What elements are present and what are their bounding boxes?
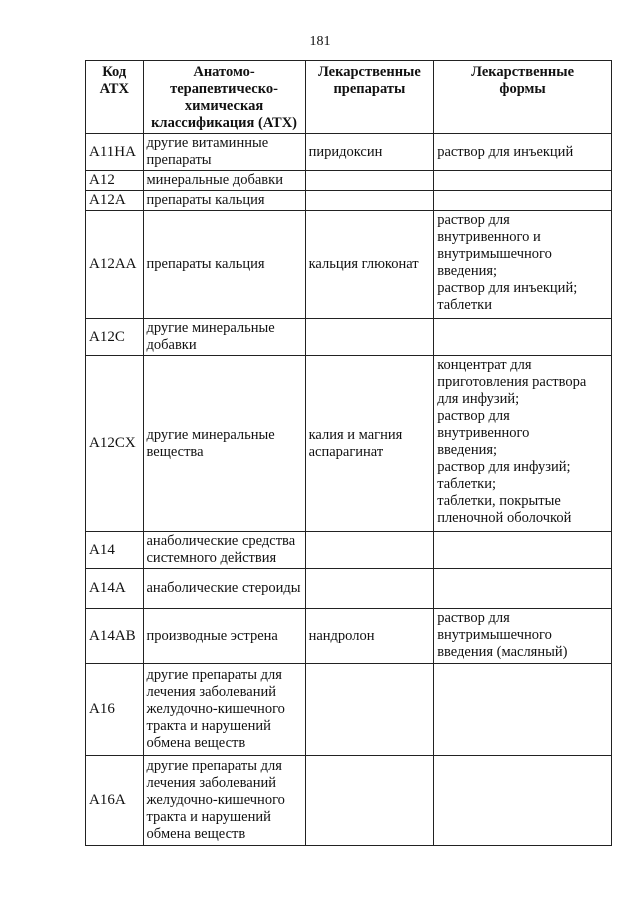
classification-cell: препараты кальция — [143, 211, 305, 319]
dosage-form-cell — [434, 191, 612, 211]
table-row — [86, 171, 612, 191]
dosage-form-cell — [434, 569, 612, 609]
dosage-form-cell: раствор для внутривенного и внутримышечного введения; раствор для инъекций; таблетки — [434, 211, 612, 319]
page-number: 181 — [309, 34, 331, 49]
atc-drug-table — [85, 60, 612, 846]
classification-cell: другие витаминные препараты — [143, 134, 305, 171]
drug-cell — [305, 756, 434, 846]
table-row — [86, 532, 612, 569]
dosage-form-cell: раствор для внутримышечного введения (масляный) — [434, 609, 612, 664]
header-atc-code: Код АТХ — [86, 61, 144, 134]
atc-code-cell: A14A — [86, 569, 144, 609]
drug-cell — [305, 569, 434, 609]
table-row — [86, 134, 612, 171]
drug-cell — [305, 191, 434, 211]
atc-code-cell: A12 — [86, 171, 144, 191]
table-row — [86, 191, 612, 211]
dosage-form-cell — [434, 171, 612, 191]
atc-code-cell: A12A — [86, 191, 144, 211]
atc-code-cell: A16A — [86, 756, 144, 846]
table-header-row — [86, 61, 612, 134]
table-row — [86, 664, 612, 756]
table-row — [86, 569, 612, 609]
classification-cell: анаболические средства системного действия — [143, 532, 305, 569]
header-dosage-forms: Лекарственные формы — [434, 61, 612, 134]
classification-cell: другие препараты для лечения заболеваний желудочно-кишечного тракта и нарушений обмена веществ — [143, 756, 305, 846]
header-atc-classification: Анатомо- терапевтическо- химическая классификация (АТХ) — [143, 61, 305, 134]
drug-cell: нандролон — [305, 609, 434, 664]
drug-cell: пиридоксин — [305, 134, 434, 171]
classification-cell: препараты кальция — [143, 191, 305, 211]
classification-cell: минеральные добавки — [143, 171, 305, 191]
atc-code-cell: A12C — [86, 319, 144, 356]
header-drugs: Лекарственные препараты — [305, 61, 434, 134]
dosage-form-cell: раствор для инъекций — [434, 134, 612, 171]
drug-cell — [305, 171, 434, 191]
classification-cell: анаболические стероиды — [143, 569, 305, 609]
classification-cell: другие минеральные добавки — [143, 319, 305, 356]
atc-code-cell: A14AB — [86, 609, 144, 664]
atc-code-cell: A11HA — [86, 134, 144, 171]
dosage-form-cell — [434, 756, 612, 846]
atc-code-cell: A12CX — [86, 356, 144, 532]
dosage-form-cell: концентрат для приготовления раствора для инфузий; раствор для внутривенного введения; раствор для инфузий; таблетки; таблетки, покрытые пленочной оболочкой — [434, 356, 612, 532]
dosage-form-cell — [434, 664, 612, 756]
atc-code-cell: A12AA — [86, 211, 144, 319]
table-row — [86, 319, 612, 356]
dosage-form-cell — [434, 532, 612, 569]
drug-cell: кальция глюконат — [305, 211, 434, 319]
classification-cell: другие минеральные вещества — [143, 356, 305, 532]
classification-cell: производные эстрена — [143, 609, 305, 664]
drug-cell — [305, 319, 434, 356]
drug-cell — [305, 664, 434, 756]
dosage-form-cell — [434, 319, 612, 356]
table-row — [86, 356, 612, 532]
atc-code-cell: A16 — [86, 664, 144, 756]
atc-code-cell: A14 — [86, 532, 144, 569]
table-row — [86, 756, 612, 846]
table-row — [86, 609, 612, 664]
drug-cell — [305, 532, 434, 569]
table-row — [86, 211, 612, 319]
classification-cell: другие препараты для лечения заболеваний желудочно-кишечного тракта и нарушений обмена веществ — [143, 664, 305, 756]
drug-cell: калия и магния аспарагинат — [305, 356, 434, 532]
